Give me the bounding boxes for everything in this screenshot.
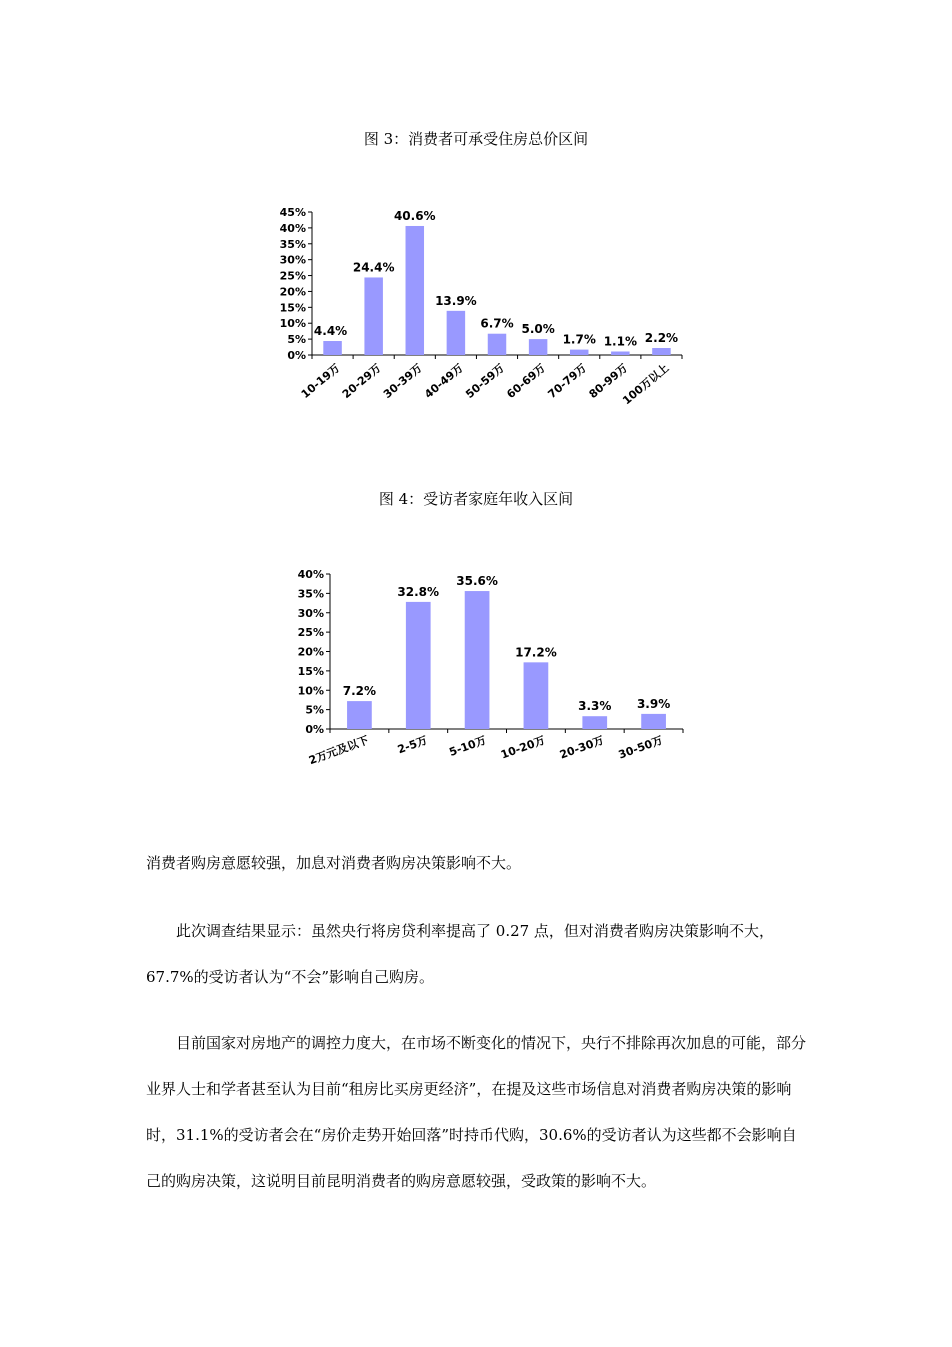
y-tick-label: 10%: [279, 317, 306, 331]
bar: [465, 591, 490, 729]
paragraph-policy-impact: 目前国家对房地产的调控力度大，在市场不断变化的情况下，央行不排除再次加息的可能，部分业界人士和学者甚至认为目前“租房比买房更经济”，在提及这些市场信息对消费者购房决策的影响时，31.1%的受访者会在“房价走势开始回落”时持币代购，30.6%的受访者认为这些都不会影响自己的购房决策，这说明目前昆明消费者的购房意愿较强，受政策的影响不大。: [146, 1034, 807, 1190]
bar: [582, 716, 607, 729]
paragraph-heading: 消费者购房意愿较强，加息对消费者购房决策影响不大。: [146, 854, 522, 872]
x-category-label: 80-99万: [586, 361, 631, 401]
y-tick-label: 0%: [287, 349, 306, 362]
figure-3-caption: 图 3：消费者可承受住房总价区间: [363, 130, 589, 148]
data-label: 13.9%: [435, 293, 477, 308]
data-label: 1.7%: [562, 332, 596, 347]
bar: [611, 352, 630, 355]
y-tick-label: 20%: [297, 645, 324, 659]
bar: [652, 348, 671, 355]
bar: [347, 701, 372, 729]
y-tick-label: 40%: [279, 221, 306, 235]
x-category-label: 5-10万: [447, 733, 489, 759]
y-tick-label: 10%: [297, 684, 324, 698]
bar: [406, 226, 425, 355]
x-category-label: 60-69万: [504, 361, 549, 401]
data-label: 7.2%: [342, 684, 377, 699]
y-tick-label: 30%: [279, 253, 306, 267]
y-tick-label: 35%: [279, 237, 306, 251]
y-tick-label: 40%: [297, 568, 324, 581]
data-label: 1.1%: [603, 334, 637, 349]
x-category-label: 20-30万: [557, 733, 606, 762]
y-tick-label: 20%: [279, 285, 306, 299]
data-label: 3.9%: [636, 696, 671, 711]
data-label: 2.2%: [644, 331, 679, 346]
y-tick-label: 15%: [279, 301, 306, 315]
x-category-label: 70-79万: [545, 361, 590, 401]
y-tick-label: 25%: [279, 269, 306, 283]
x-category-label: 2-5万: [395, 733, 430, 757]
data-label: 24.4%: [352, 260, 395, 275]
y-tick-label: 15%: [297, 664, 324, 678]
data-label: 6.7%: [480, 316, 514, 331]
bar: [323, 341, 342, 355]
bar: [364, 277, 383, 355]
bar: [570, 350, 589, 355]
y-tick-label: 30%: [297, 606, 324, 620]
x-category-label: 30-39万: [380, 361, 425, 401]
data-label: 3.3%: [578, 699, 612, 714]
bar: [406, 602, 431, 729]
x-category-label: 100万以上: [620, 361, 672, 408]
x-category-label: 10-20万: [499, 733, 547, 762]
data-label: 35.6%: [456, 574, 498, 589]
x-category-label: 30-50万: [616, 733, 665, 762]
data-label: 32.8%: [397, 584, 440, 599]
bar: [529, 339, 548, 355]
y-tick-label: 45%: [279, 206, 306, 219]
figure-4-bar-chart: [0, 560, 952, 810]
x-category-label: 2万元及以下: [307, 733, 371, 768]
bar: [524, 662, 549, 729]
paragraph-survey-result: 此次调查结果显示：虽然央行将房贷利率提高了 0.27 点，但对消费者购房决策影响不大，67.7%的受访者认为“不会”影响自己购房。: [146, 922, 774, 986]
y-tick-label: 25%: [297, 626, 324, 640]
data-label: 17.2%: [515, 645, 557, 660]
figure-3-bar-chart: [0, 195, 952, 445]
data-label: 5.0%: [521, 322, 555, 337]
y-tick-label: 5%: [287, 333, 306, 347]
figure-4-caption: 图 4：受访者家庭年收入区间: [378, 490, 574, 508]
data-label: 4.4%: [313, 324, 348, 339]
bar: [488, 334, 507, 355]
bar: [641, 714, 666, 729]
x-category-label: 40-49万: [422, 361, 466, 401]
y-tick-label: 0%: [305, 723, 324, 736]
x-category-label: 50-59万: [463, 361, 507, 401]
y-tick-label: 35%: [297, 587, 324, 601]
x-category-label: 10-19万: [298, 361, 343, 401]
x-category-label: 20-29万: [339, 361, 384, 401]
data-label: 40.6%: [393, 208, 436, 223]
y-tick-label: 5%: [305, 703, 324, 717]
bar: [447, 311, 466, 355]
